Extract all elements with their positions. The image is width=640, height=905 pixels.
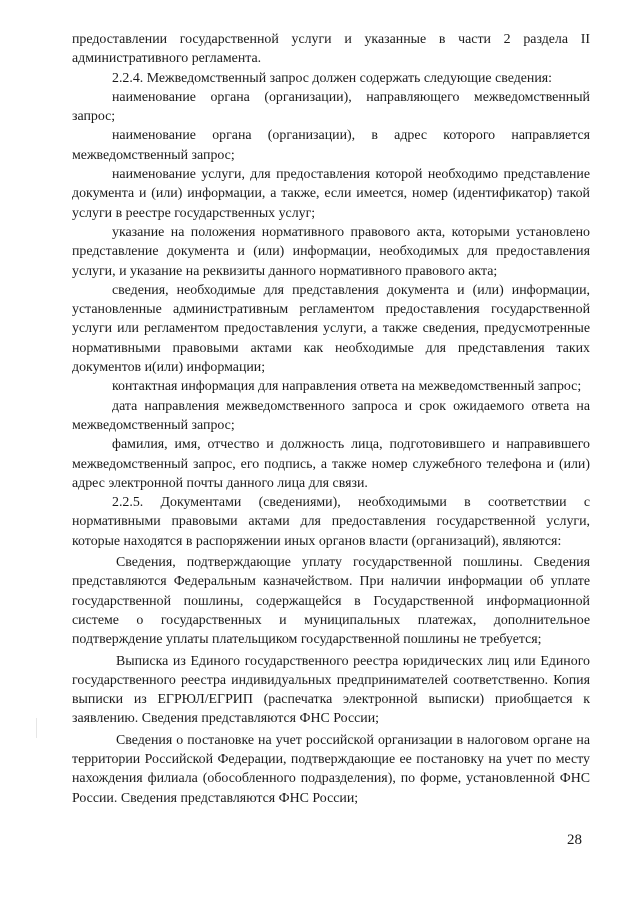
list-item: контактная информация для направления ответа на межведомственный запрос; — [112, 379, 582, 395]
list-item: наименование органа (организации), в адрес которого направляется межведомственный запрос; — [72, 128, 590, 163]
list-item: наименование услуги, для предоставления которой необходимо представление документа и (или) информации, а также, если имеется, номер (идентификатор) такой услуги в реестре государственных услуг; — [72, 167, 590, 221]
document-body — [72, 30, 590, 808]
list-item: дата направления межведомственного запроса и срок ожидаемого ответа на межведомственный запрос; — [72, 398, 590, 433]
list-item: указание на положения нормативного правового акта, которыми установлено представление документа и (или) информации, необходимых для предоставления услуги, и указание на реквизиты данного нормативного правового акта; — [72, 224, 590, 279]
paragraph-2-2-4: 2.2.4. Межведомственный запрос должен содержать следующие сведения: — [112, 70, 553, 86]
paragraph: Выписка из Единого государственного реестра юридических лиц или Единого государственного реестра индивидуальных предпринимателей соответственно. Копия выписки из ЕГРЮЛ/ЕГРИП (распечатка электронной выписки) приобщается к заявлению. Сведения представляются ФНС России; — [72, 653, 590, 727]
list-item: фамилия, имя, отчество и должность лица, подготовившего и направившего межведомственный запрос, его подпись, а также номер служебного телефона и (или) адрес электронной почты данного лица для связи. — [72, 437, 590, 491]
list-item: сведения, необходимые для представления документа и (или) информации, установленные административным регламентом предоставления государственной услуги или регламентом предоставления услуги, а также сведения, предусмотренные нормативными правовыми актами как необходимые для представления таких документов и(или) информации; — [72, 282, 590, 376]
paragraph: Сведения о постановке на учет российской организации в налоговом органе на территории Российской Федерации, подтверждающие ее постановку на учет по месту нахождения филиала (обособленного подразделения), по форме, установленной ФНС России. Сведения представляются ФНС России; — [72, 732, 590, 806]
paragraph-2-2-5: 2.2.5. Документами (сведениями), необходимыми в соответствии с нормативными правовыми актами для предоставления государственной услуги, которые находятся в распоряжении иных органов власти (организаций), являются: — [72, 495, 590, 549]
paragraph: Сведения, подтверждающие уплату государственной пошлины. Сведения представляются Федеральным казначейством. При наличии информации об уплате государственной пошлины, содержащейся в Государственной информационной системе о государственных и муниципальных платежах, дополнительное подтверждение уплаты плательщиком государственной пошлины не требуется; — [72, 555, 590, 648]
scan-margin-mark — [36, 718, 37, 738]
paragraph-continuation: предоставлении государственной услуги и указанные в части 2 раздела II административного регламента. — [72, 32, 590, 67]
page-number: 28 — [567, 832, 582, 848]
list-item: наименование органа (организации), направляющего межведомственный запрос; — [72, 89, 590, 125]
